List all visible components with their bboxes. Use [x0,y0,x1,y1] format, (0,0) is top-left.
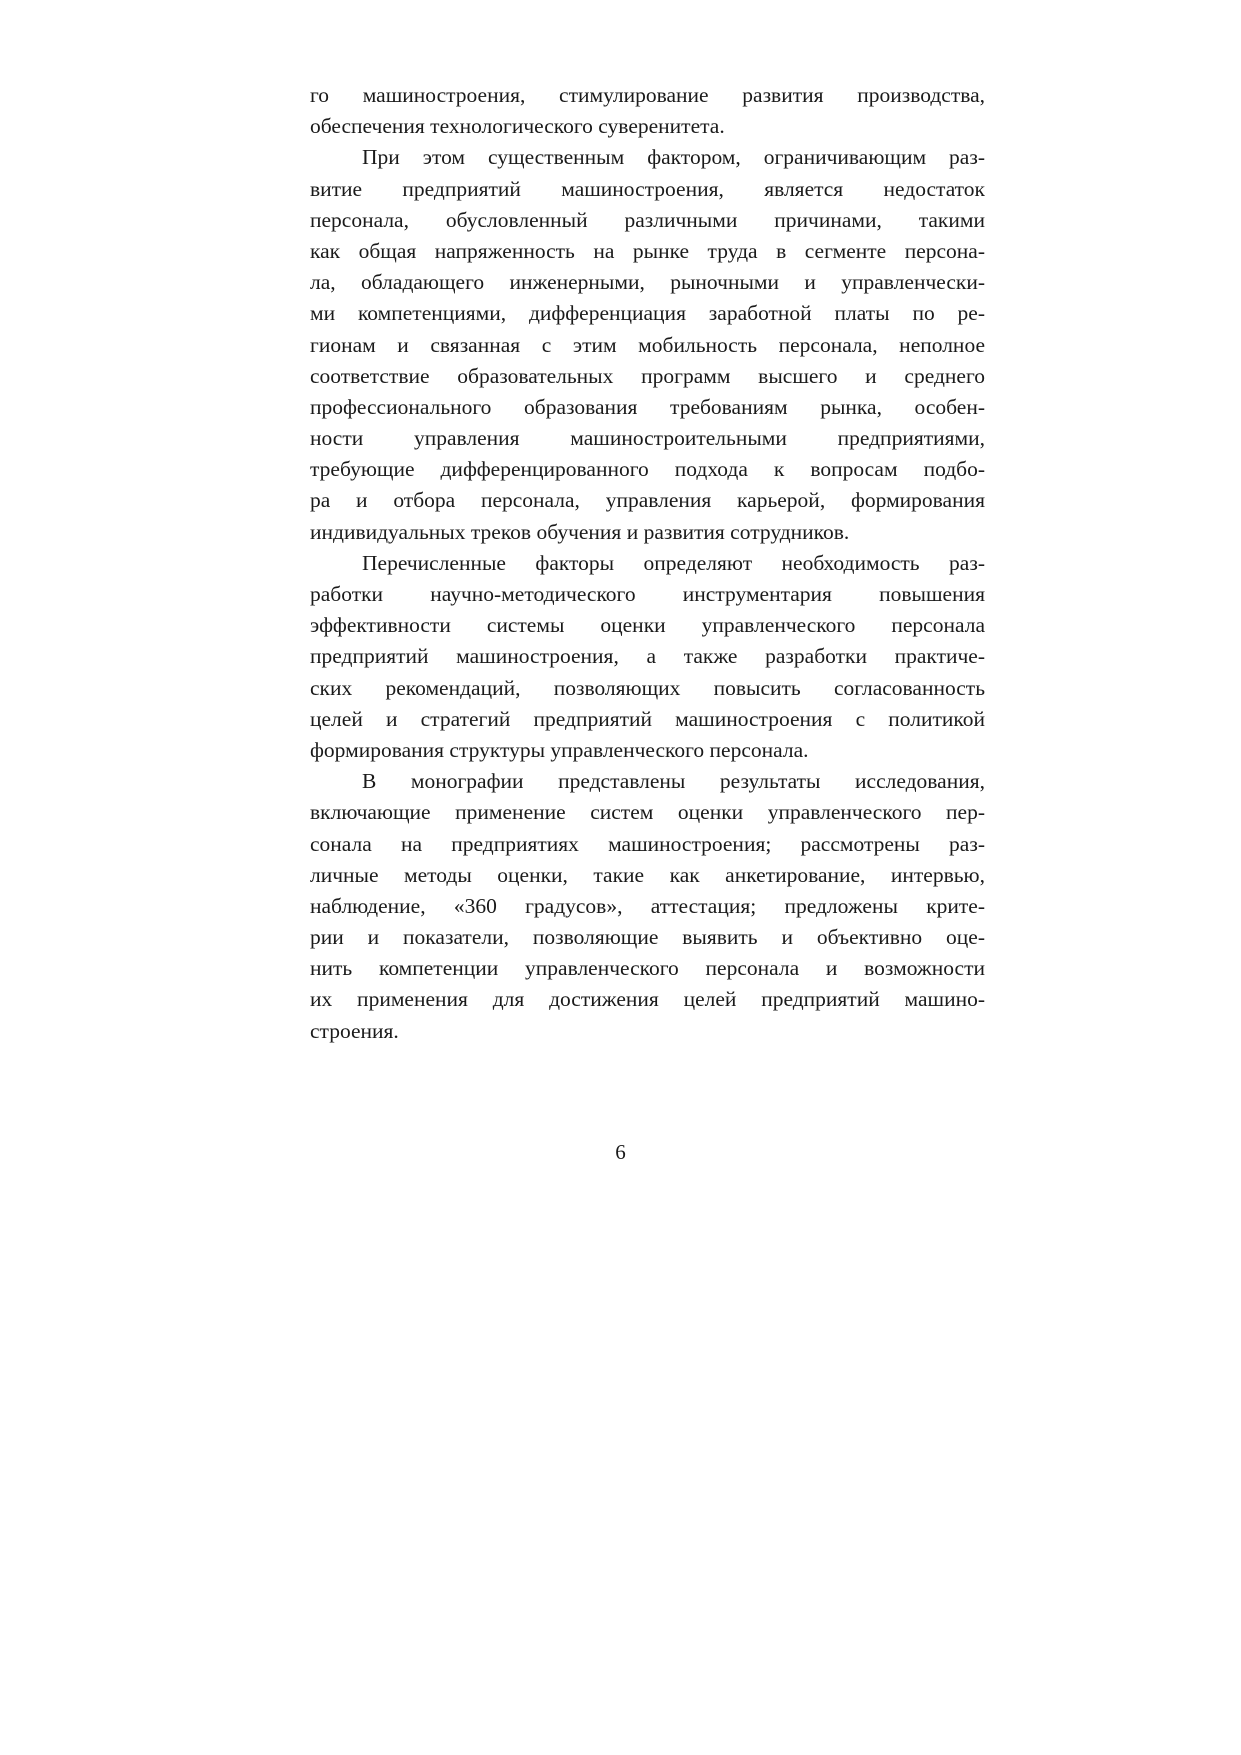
paragraph-3 [310,548,985,766]
text-line: их применения для достижения целей предприятий машино- [310,987,985,1012]
paragraph-2 [310,142,985,547]
text-line: сонала на предприятиях машиностроения; рассмотрены раз- [310,831,985,856]
text-line: обеспечения технологического суверенитета. [310,114,725,139]
text-line: предприятий машиностроения, а также разработки практиче- [310,644,985,669]
paragraph-1 [310,80,985,142]
page-number: 6 [615,1140,626,1164]
text-line: рии и показатели, позволяющие выявить и объективно оце- [310,925,985,950]
text-line: соответствие образовательных программ высшего и среднего [310,363,985,388]
text-line: персонала, обусловленный различными причинами, такими [310,207,985,232]
text-line: ра и отбора персонала, управления карьерой, формирования [310,488,985,513]
text-line: требующие дифференцированного подхода к вопросам подбо- [310,457,985,482]
text-line: строения. [310,1018,399,1043]
text-line: ла, обладающего инженерными, рыночными и управленчески- [310,270,985,295]
text-line: Перечисленные факторы определяют необходимость раз- [362,550,985,575]
text-line: гионам и связанная с этим мобильность персонала, неполное [310,332,985,357]
text-line: эффективности системы оценки управленческого персонала [310,613,985,638]
text-line: При этом существенным фактором, ограничивающим раз- [362,145,985,170]
text-line: нить компетенции управленческого персонала и возможности [310,956,985,981]
text-line: ми компетенциями, дифференциация заработной платы по ре- [310,301,985,326]
paragraph-4 [310,766,985,1047]
text-line: как общая напряженность на рынке труда в сегменте персона- [310,238,985,263]
text-line: ских рекомендаций, позволяющих повысить согласованность [310,675,985,700]
text-line: целей и стратегий предприятий машиностроения с политикой [310,706,985,731]
text-line: включающие применение систем оценки управленческого пер- [310,800,985,825]
text-line: витие предприятий машиностроения, является недостаток [310,176,985,201]
text-line: личные методы оценки, такие как анкетирование, интервью, [310,862,985,887]
text-line: В монографии представлены результаты исследования, [362,769,985,794]
text-line: формирования структуры управленческого персонала. [310,737,809,762]
text-line: работки научно-методического инструментария повышения [310,582,985,606]
text-line: профессионального образования требованиям рынка, особен- [310,394,985,419]
text-line: ности управления машиностроительными предприятиями, [310,426,985,451]
page-body [310,80,985,1047]
text-line: наблюдение, «360 градусов», аттестация; предложены крите- [310,893,985,918]
text-line: индивидуальных треков обучения и развития сотрудников. [310,519,850,544]
text-line: го машиностроения, стимулирование развития производства, [310,83,985,107]
